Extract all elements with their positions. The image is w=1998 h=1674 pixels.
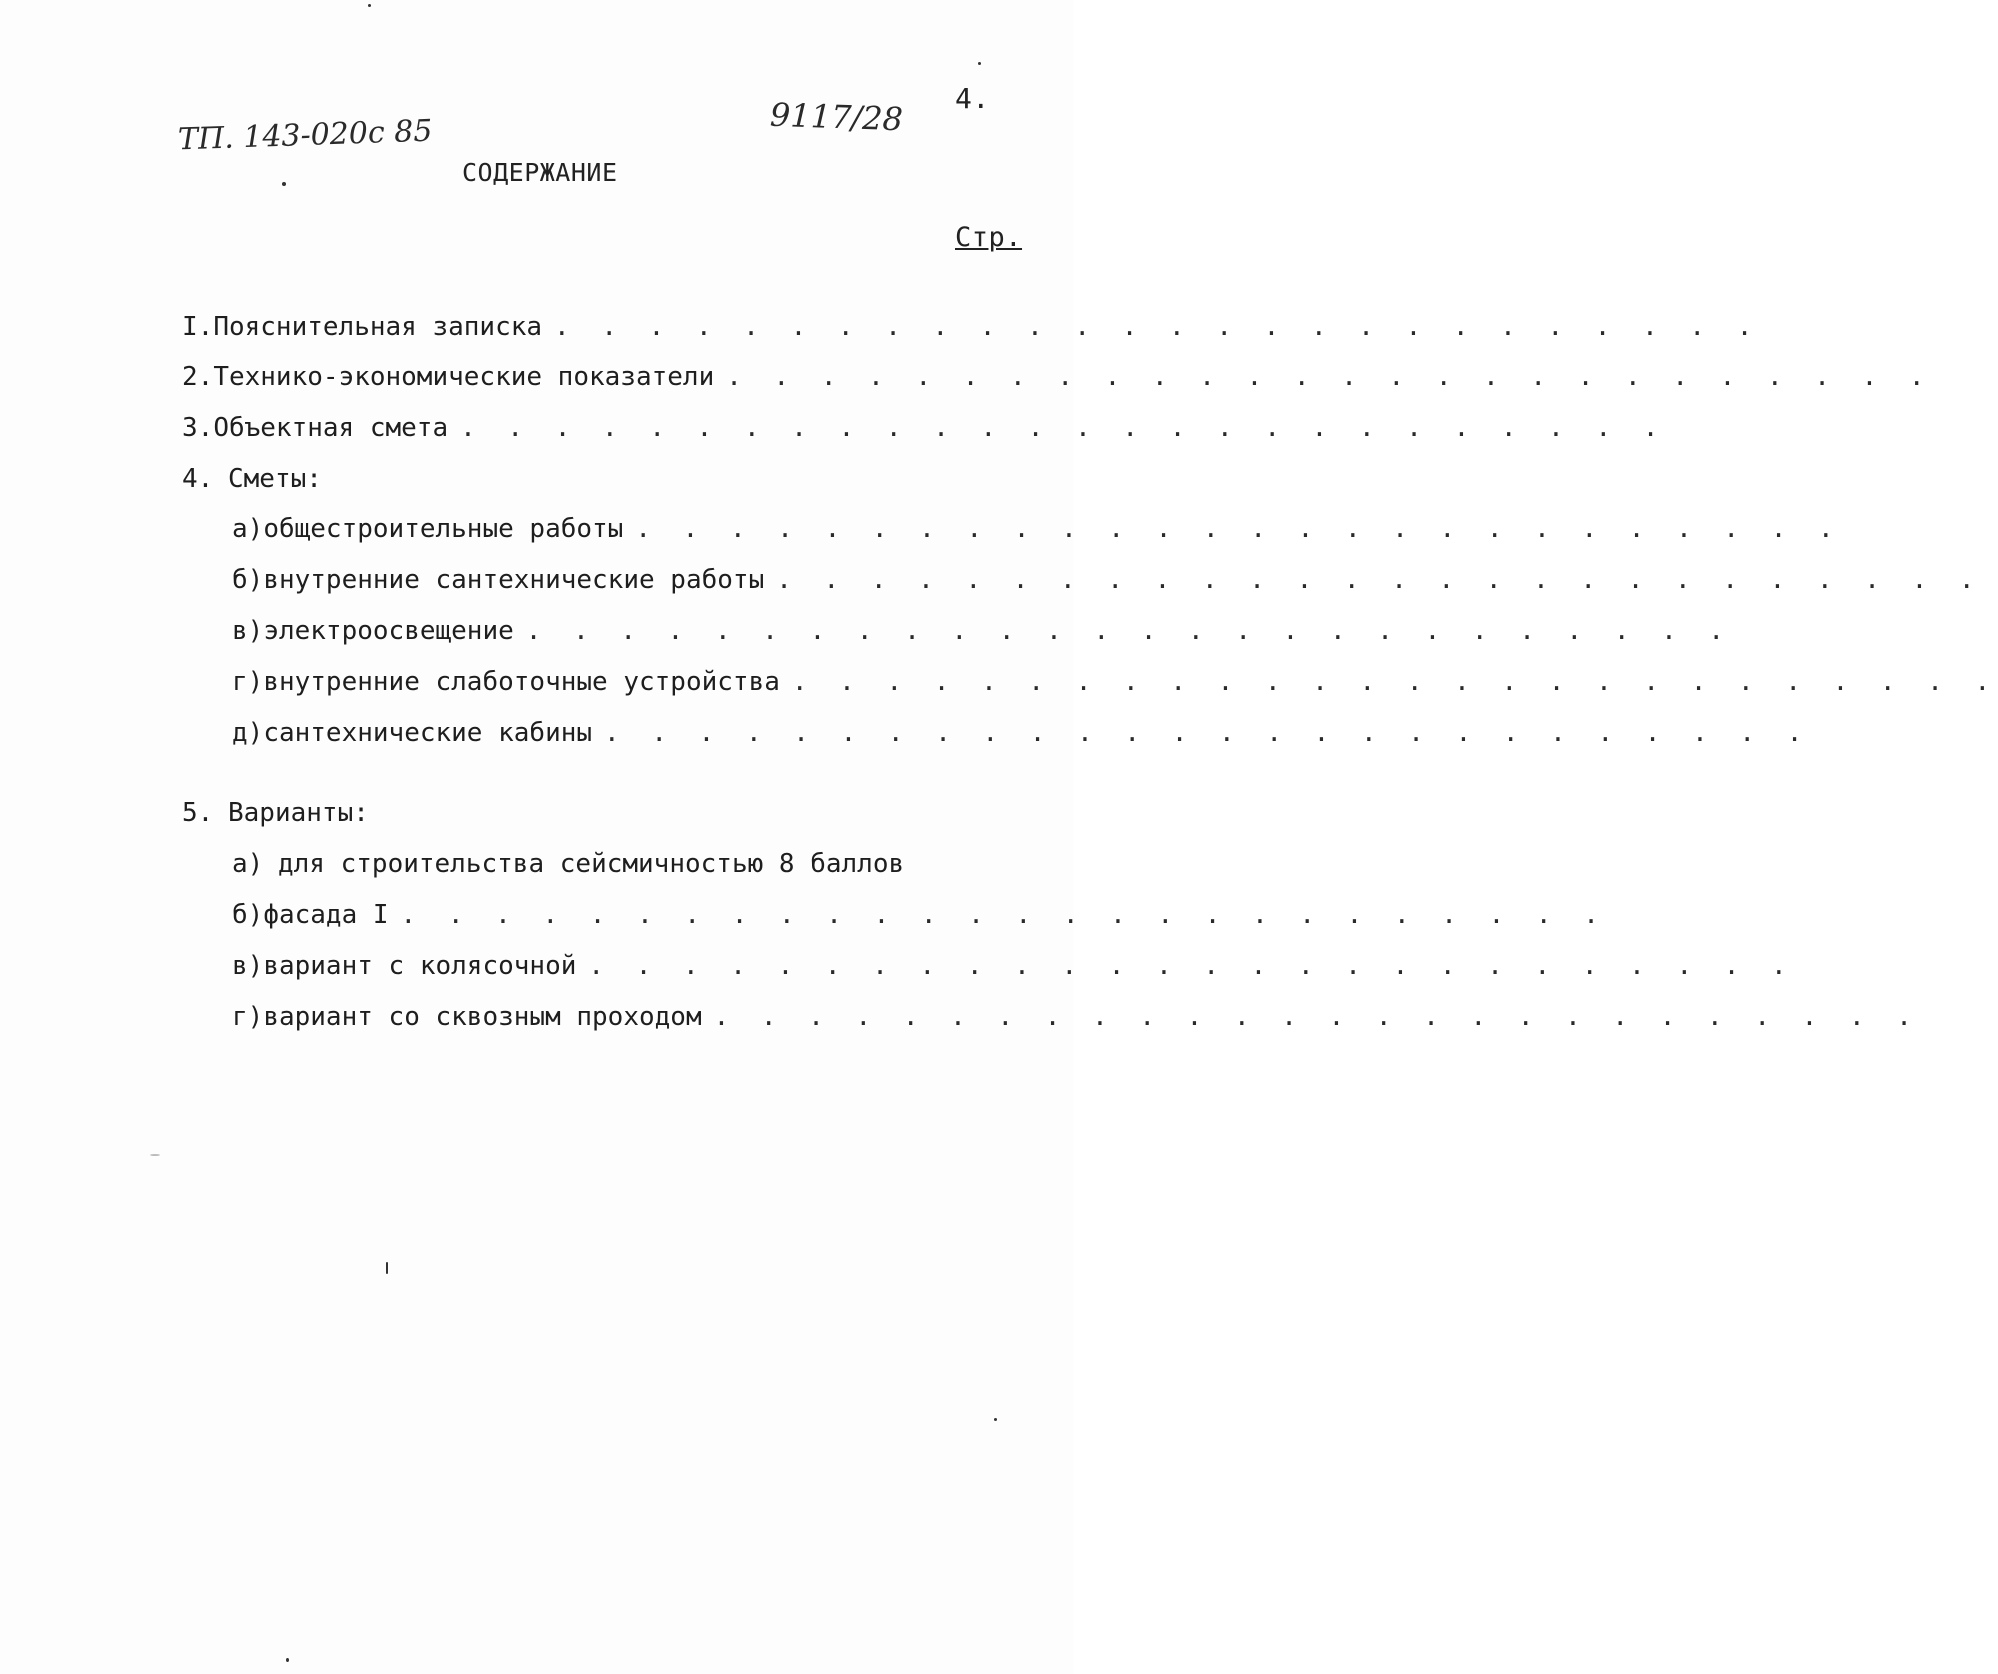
- toc-item-4c: [232, 612, 1733, 646]
- dot-leader: . . . . . . . . . . . . . . . . . . . . . . . . . .: [635, 514, 1842, 544]
- scan-speck: [994, 1418, 997, 1421]
- toc-item-1: [182, 308, 1761, 342]
- toc-item-text: Объектная смета: [213, 413, 449, 443]
- dot-leader: . . . . . . . . . . . . . . . . . . . . . . . . . .: [588, 951, 1795, 981]
- toc-item-text: фасада I: [263, 900, 389, 930]
- toc-item-4b: [232, 561, 1983, 595]
- toc-item-4d: [232, 663, 1998, 697]
- toc-item-5b: [232, 896, 1607, 930]
- scan-speck: [286, 1658, 289, 1662]
- toc-item-text: Сметы:: [228, 464, 322, 494]
- toc-item-5: [182, 794, 482, 828]
- toc-subitem-letter: а): [232, 849, 264, 879]
- dot-leader: . . . . . . . . . . . . . . . . . . . . . . . . . .: [604, 718, 1811, 748]
- toc-item-number: 2.: [182, 362, 214, 392]
- dot-leader: . . . . . . . . . . . . . . . . . . . . . . . . . .: [460, 413, 1667, 443]
- page-column-label: Стр.: [955, 222, 1023, 253]
- toc-item-text: Пояснительная записка: [213, 312, 543, 342]
- scan-speck: [386, 1262, 388, 1274]
- toc-item-text: электроосвещение: [263, 616, 514, 646]
- toc-item-text: Варианты:: [228, 798, 369, 828]
- dot-leader: . . . . . . . . . . . . . . . . . . . . . . . . . .: [776, 565, 1983, 595]
- toc-subitem-letter: а): [232, 514, 264, 544]
- toc-subitem-letter: б): [232, 565, 264, 595]
- toc-item-number: 3.: [182, 413, 214, 443]
- toc-subitem-letter: д): [232, 718, 264, 748]
- toc-subitem-letter: г): [232, 1002, 264, 1032]
- toc-item-4: [182, 460, 482, 494]
- toc-item-text: вариант со сквозным проходом: [263, 1002, 702, 1032]
- toc-item-4a: [232, 510, 1842, 544]
- archive-number-handwritten: 9117/28: [769, 95, 904, 139]
- toc-item-text: Технико-экономические показатели: [213, 362, 715, 392]
- toc-item-text: сантехнические кабины: [263, 718, 593, 748]
- toc-subitem-letter: б): [232, 900, 264, 930]
- scan-speck: [150, 1154, 160, 1156]
- dot-leader: . . . . . . . . . . . . . . . . . . . . . . . . . .: [400, 900, 1607, 930]
- document-code-handwritten: ТП. 143-020с 85: [177, 113, 433, 158]
- scan-speck: [368, 4, 371, 7]
- toc-item-text: внутренние сантехнические работы: [263, 565, 765, 595]
- toc-item-5c: [232, 947, 1795, 981]
- dot-leader: . . . . . . . . . . . . . . . . . . . . . . . . . .: [713, 1002, 1920, 1032]
- toc-subitem-letter: г): [232, 667, 264, 697]
- page-number: 4.: [955, 82, 990, 115]
- toc-item-text: общестроительные работы: [263, 514, 624, 544]
- toc-item-5a: [232, 845, 972, 879]
- toc-item-number: I.: [182, 312, 214, 342]
- toc-subitem-letter: в): [232, 616, 264, 646]
- dot-leader: . . . . . . . . . . . . . . . . . . . . . . . . . .: [554, 312, 1761, 342]
- toc-item-5d: [232, 998, 1920, 1032]
- scan-speck: [978, 62, 981, 65]
- scan-speck: [282, 182, 286, 186]
- page-title: СОДЕРЖАНИЕ: [462, 158, 618, 187]
- toc-item-text: внутренние слаботочные устройства: [263, 667, 780, 697]
- toc-item-text: для строительства сейсмичностью 8 баллов: [278, 849, 905, 879]
- toc-item-text: вариант с колясочной: [263, 951, 577, 981]
- toc-subitem-letter: в): [232, 951, 264, 981]
- dot-leader: . . . . . . . . . . . . . . . . . . . . . . . . . .: [525, 616, 1733, 646]
- toc-item-2: [182, 358, 1933, 392]
- toc-item-4e: [232, 714, 1811, 748]
- toc-item-number: 4.: [182, 464, 214, 494]
- dot-leader: . . . . . . . . . . . . . . . . . . . . . . . . . .: [791, 667, 1998, 697]
- toc-item-3: [182, 409, 1667, 443]
- dot-leader: . . . . . . . . . . . . . . . . . . . . . . . . . .: [726, 362, 1933, 392]
- toc-item-number: 5.: [182, 798, 214, 828]
